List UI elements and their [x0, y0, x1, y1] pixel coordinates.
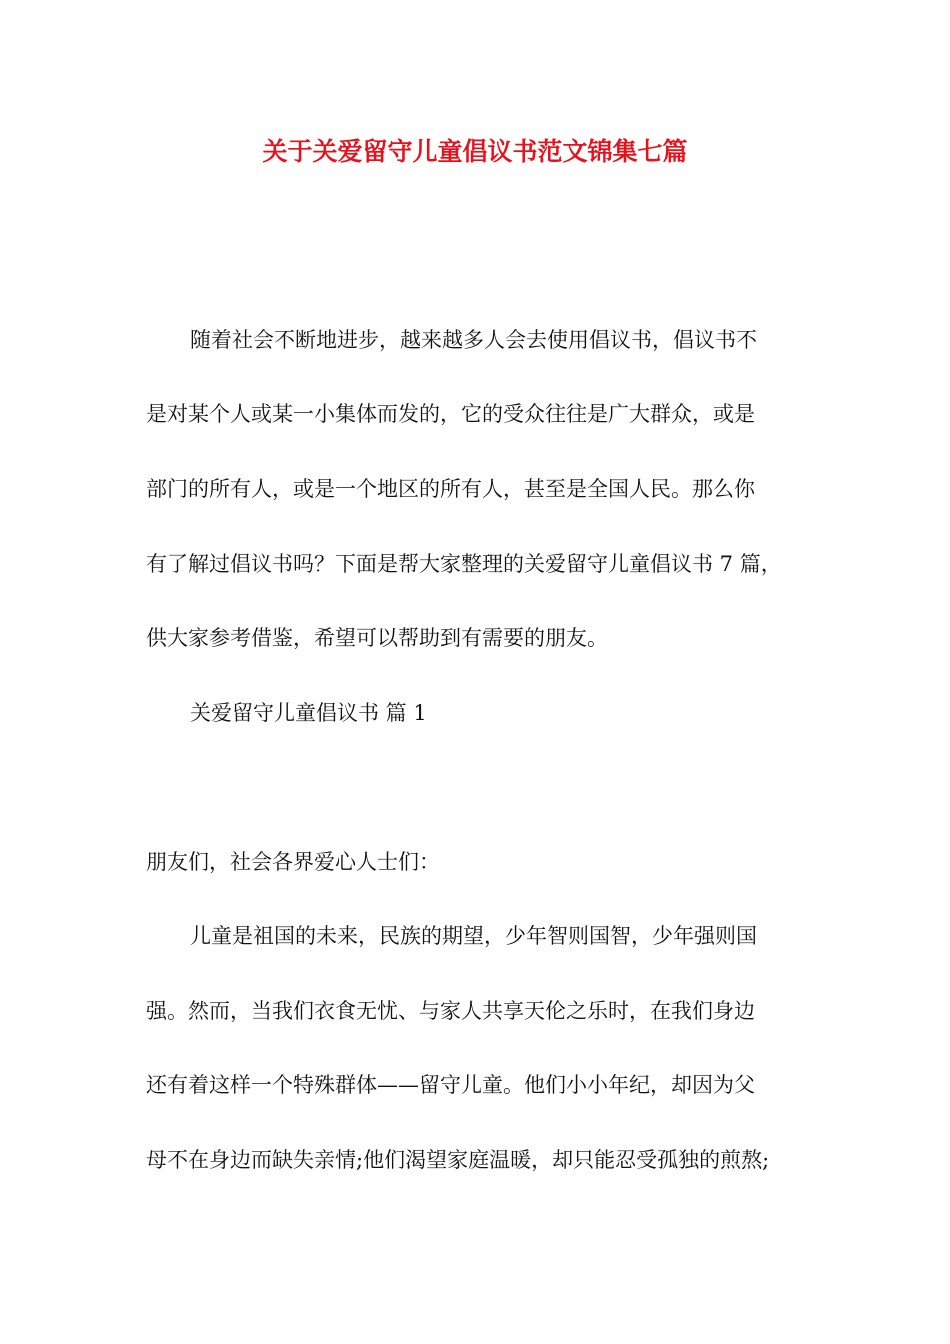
body-line: 儿童是祖国的未来，民族的期望，少年智则国智，少年强则国: [190, 924, 757, 948]
body-line: 还有着这样一个特殊群体——留守儿童。他们小小年纪，却因为父: [146, 1073, 755, 1097]
intro-line: 供大家参考借鉴，希望可以帮助到有需要的朋友。: [146, 626, 608, 650]
document-title: 关于关爱留守儿童倡议书范文锦集七篇: [262, 137, 688, 166]
salutation: 朋友们，社会各界爱心人士们：: [146, 850, 440, 874]
body-line: 强。然而，当我们衣食无忧、与家人共享天伦之乐时，在我们身边: [146, 999, 755, 1023]
intro-line: 是对某个人或某一小集体而发的，它的受众往往是广大群众，或是: [146, 402, 755, 426]
intro-line: 部门的所有人，或是一个地区的所有人，甚至是全国人民。那么你: [146, 477, 755, 501]
intro-line: 随着社会不断地进步，越来越多人会去使用倡议书，倡议书不: [190, 328, 757, 352]
section-heading: 关爱留守儿童倡议书 篇 1: [190, 701, 427, 725]
body-line: 母不在身边而缺失亲情;他们渴望家庭温暖，却只能忍受孤独的煎熬;: [146, 1148, 770, 1172]
intro-line: 有了解过倡议书吗？下面是帮大家整理的关爱留守儿童倡议书 7 篇，: [146, 552, 782, 576]
